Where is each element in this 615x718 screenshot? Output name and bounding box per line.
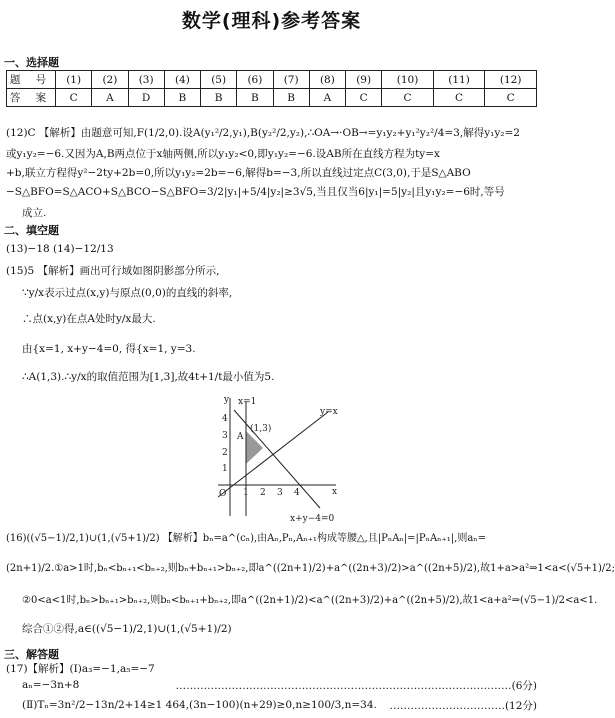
q15-line: 由{x=1, x+y−4=0, 得{x=1, y=3.	[22, 343, 196, 355]
table-number-cell: (2)	[92, 71, 128, 89]
table-number-cell: (6)	[237, 71, 273, 89]
line-y-equals-x-label: y=x	[320, 407, 338, 417]
section-choice-heading: 一、选择题	[4, 56, 59, 69]
line-sum-label: x+y−4=0	[290, 514, 335, 524]
table-answer-cell: B	[237, 89, 273, 107]
q15-line: (15)5 【解析】画出可行域如图阴影部分所示,	[6, 265, 220, 277]
table-answer-cell: C	[382, 89, 434, 107]
x-tick-label: 2	[260, 488, 266, 498]
x-tick-label: 1	[243, 488, 249, 498]
table-number-cell: (7)	[273, 71, 309, 89]
table-header-label: 题 号	[7, 71, 56, 89]
q17-score-6: ……………………………………………………………………………………(6分)	[175, 680, 537, 692]
q15-line: ∴A(1,3).∴y/x的取值范围为[1,3],故4t+1/t最小值为5.	[22, 371, 275, 383]
q12-line: 或y₁y₂=−6.又因为A,B两点位于x轴两侧,所以y₁y₂<0,即y₁y₂=−6.设AB所在直线方程为ty=x	[6, 148, 440, 160]
table-number-cell: (9)	[346, 71, 382, 89]
q12-line: (12)C 【解析】由题意可知,F(1/2,0).设A(y₁²/2,y₁),B(y₂²/2,y₂),∴OA→·OB→=y₁y₂+y₁²y₂²/4=3,解得y₁y₂=2	[6, 127, 520, 139]
table-number-cell: (12)	[485, 71, 537, 89]
table-number-cell: (4)	[164, 71, 200, 89]
table-number-cell: (5)	[201, 71, 237, 89]
table-answer-cell: C	[433, 89, 485, 107]
q15-line: ∵y/x表示过点(x,y)与原点(0,0)的直线的斜率,	[22, 287, 233, 299]
table-answer-cell: C	[485, 89, 537, 107]
q12-line: +b,联立方程得y²−2ty+2b=0,所以y₁y₂=2b=−6,解得b=−3,所以直线过定点C(3,0),于是S△ABO	[6, 167, 471, 179]
line-x-equals-1-label: x=1	[238, 397, 257, 407]
q17-line: aₙ=−3n+8	[22, 679, 80, 691]
table-answer-label: 答 案	[7, 89, 56, 107]
table-number-cell: (1)	[56, 71, 92, 89]
q16-line: (2n+1)/2.①a>1时,bₙ<bₙ₊₁<bₙ₊₂,则bₙ+bₙ₊₁>bₙ₊₂,即a^((2n+1)/2)+a^((2n+3)/2)>a^((2n+5)/2),故1+a>a²⇒1<a<(√5+1)/2;	[6, 563, 615, 574]
y-tick-label: 4	[222, 414, 228, 424]
y-tick-label: 1	[222, 464, 228, 474]
table-answer-cell: C	[346, 89, 382, 107]
point-a-coords: (1,3)	[250, 424, 272, 434]
q17-line: (17)【解析】(Ⅰ)a₃=−1,a₅=−7	[6, 663, 155, 675]
table-answer-cell: C	[56, 89, 92, 107]
point-a-label: A	[237, 432, 244, 442]
table-answer-cell: B	[164, 89, 200, 107]
q16-line: ②0<a<1时,bₙ>bₙ₊₁>bₙ₊₂,则bₙ<bₙ₊₁+bₙ₊₂,即a^((2n+1)/2)<a^((2n+3)/2)+a^((2n+5)/2),故1<a+a²⇒(√5−1)/2<a<1.	[22, 595, 598, 606]
page-title: 数学(理科)参考答案	[181, 10, 362, 32]
section-fill-heading: 二、填空题	[4, 224, 59, 237]
table-answer-cell: B	[201, 89, 237, 107]
table-answer-cell: A	[92, 89, 128, 107]
feasible-region-figure	[198, 394, 348, 524]
table-number-cell: (11)	[433, 71, 485, 89]
answer-table-number-row	[7, 71, 537, 89]
section-solve-heading: 三、解答题	[4, 648, 59, 661]
table-answer-cell: D	[128, 89, 164, 107]
answer-table	[6, 70, 537, 107]
q12-line: 成立.	[22, 207, 47, 219]
x-tick-label: 3	[277, 488, 283, 498]
y-tick-label: 2	[222, 448, 228, 458]
table-number-cell: (3)	[128, 71, 164, 89]
x-tick-label: 4	[294, 488, 300, 498]
q13-q14-answers: (13)−18 (14)−12/13	[6, 243, 114, 255]
table-answer-cell: A	[309, 89, 345, 107]
answer-table-answer-row	[7, 89, 537, 107]
y-axis-label: y	[224, 395, 230, 405]
q15-line: ∴点(x,y)在点A处时y/x最大.	[22, 313, 156, 325]
origin-label: O	[219, 489, 227, 499]
q16-line: (16)((√5−1)/2,1)∪(1,(√5+1)/2) 【解析】bₙ=a^(cₙ),由Aₙ,Pₙ,Aₙ₊₁构成等腰△,且|PₙAₙ|=|PₙAₙ₊₁|,则aₙ=	[6, 533, 487, 544]
table-answer-cell: B	[273, 89, 309, 107]
shaded-region	[246, 431, 263, 464]
x-axis-label: x	[332, 487, 338, 497]
q17-line: (Ⅱ)Tₙ=3n²/2−13n/2+14≥1 464,(3n−100)(n+29)≥0,n≥100/3,n=34.	[22, 699, 377, 711]
q12-line: −S△BFO=S△ACO+S△BCO−S△BFO=3/2|y₁|+5/4|y₂|≥3√5,当且仅当6|y₁|=5|y₂|且y₁y₂=−6时,等号	[6, 186, 505, 198]
q17-score-12: ……………………………(12分)	[389, 700, 537, 712]
y-tick-label: 3	[222, 431, 228, 441]
table-number-cell: (10)	[382, 71, 434, 89]
table-number-cell: (8)	[309, 71, 345, 89]
q16-line: 综合①②得,a∈((√5−1)/2,1)∪(1,(√5+1)/2)	[22, 623, 232, 635]
